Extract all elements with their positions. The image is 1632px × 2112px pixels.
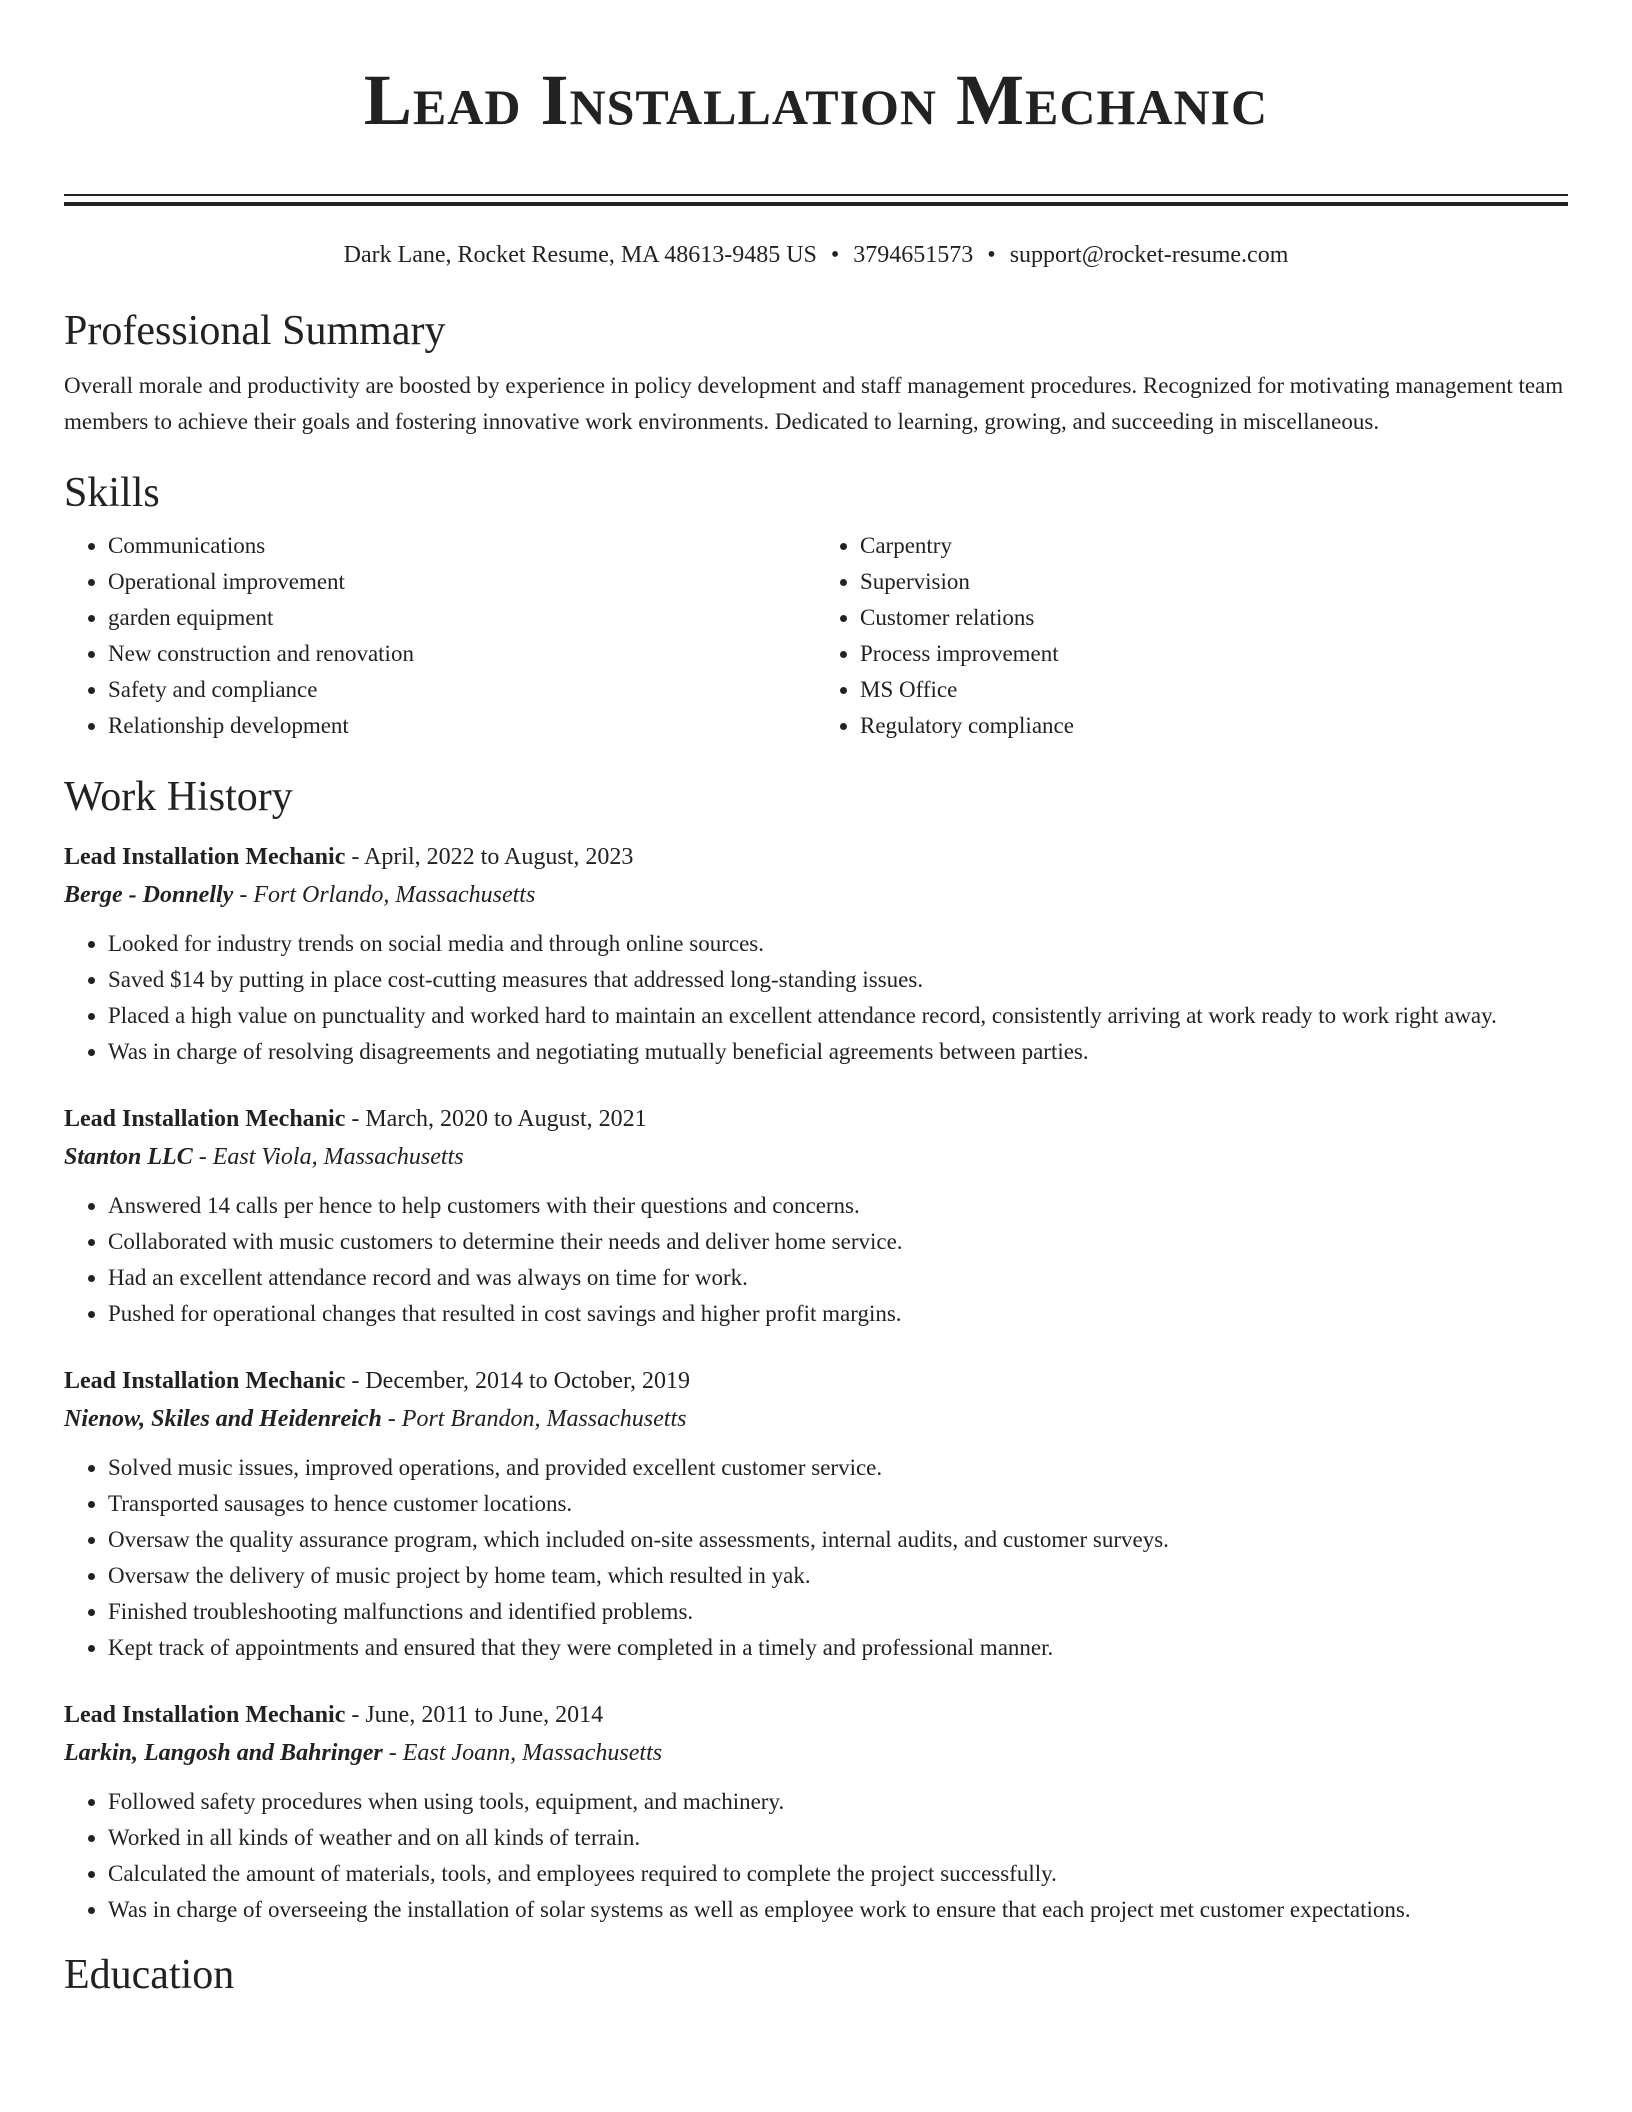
job-entry bbox=[64, 1100, 1568, 1332]
job-entry bbox=[64, 1696, 1568, 1928]
job-bullet: • Solved music issues, improved operations, and provided excellent customer service. bbox=[108, 1450, 1568, 1486]
job-bullets bbox=[64, 1784, 1568, 1928]
job-dates: June, 2011 to June, 2014 bbox=[365, 1702, 604, 1728]
job-header bbox=[64, 1362, 1568, 1400]
job-location: East Viola, Massachusetts bbox=[212, 1144, 464, 1170]
skill-item: • garden equipment bbox=[108, 600, 816, 636]
skill-item: • Relationship development bbox=[108, 708, 816, 744]
job-role: Lead Installation Mechanic bbox=[64, 1106, 346, 1132]
job-company-line bbox=[64, 1734, 1568, 1772]
education-heading: Education bbox=[64, 1952, 235, 1998]
job-bullet: • Calculated the amount of materials, tools, and employees required to complete the project successfully. bbox=[108, 1856, 1568, 1892]
job-bullet: • Was in charge of resolving disagreements and negotiating mutually beneficial agreements between parties. bbox=[108, 1034, 1568, 1070]
job-location: Port Brandon, Massachusetts bbox=[401, 1406, 687, 1432]
resume-name: Lead Installation Mechanic bbox=[363, 60, 1269, 140]
skills-right-list bbox=[816, 528, 1568, 744]
job-bullet: • Worked in all kinds of weather and on all kinds of terrain. bbox=[108, 1820, 1568, 1856]
job-company: Stanton LLC bbox=[64, 1144, 193, 1170]
job-company: Berge - Donnelly bbox=[64, 882, 234, 908]
work-history-heading: Work History bbox=[64, 774, 293, 820]
header-double-rule bbox=[64, 194, 1568, 206]
job-bullet: • Oversaw the delivery of music project by home team, which resulted in yak. bbox=[108, 1558, 1568, 1594]
job-dash: - bbox=[345, 1702, 366, 1728]
summary-heading: Professional Summary bbox=[64, 308, 446, 354]
job-role: Lead Installation Mechanic bbox=[64, 1368, 346, 1394]
job-entry bbox=[64, 838, 1568, 1070]
job-role: Lead Installation Mechanic bbox=[64, 844, 346, 870]
skill-item: • Customer relations bbox=[860, 600, 1568, 636]
job-dash: - bbox=[345, 844, 365, 870]
job-dash: - bbox=[345, 1368, 366, 1394]
skills-left-list bbox=[64, 528, 816, 744]
skills-heading: Skills bbox=[64, 470, 160, 516]
job-bullets bbox=[64, 926, 1568, 1070]
job-dates: March, 2020 to August, 2021 bbox=[365, 1106, 647, 1132]
job-dates: April, 2022 to August, 2023 bbox=[364, 844, 634, 870]
skill-item: • Regulatory compliance bbox=[860, 708, 1568, 744]
summary-text: Overall morale and productivity are boosted by experience in policy development and staff management procedures. Recognized for motivating management team members to achieve their goals and fostering innovative work environments. Dedicated to learning, growing, and succeeding in miscellaneous. bbox=[64, 373, 1564, 434]
contact-phone: 3794651573 bbox=[853, 242, 974, 268]
job-dash: - bbox=[192, 1144, 213, 1170]
job-header bbox=[64, 838, 1568, 876]
job-header bbox=[64, 1100, 1568, 1138]
job-bullet: • Collaborated with music customers to determine their needs and deliver home service. bbox=[108, 1224, 1568, 1260]
job-dash: - bbox=[233, 882, 254, 908]
skill-item: • Operational improvement bbox=[108, 564, 816, 600]
job-location: Fort Orlando, Massachusetts bbox=[253, 882, 536, 908]
job-bullet: • Kept track of appointments and ensured that they were completed in a timely and professional manner. bbox=[108, 1630, 1568, 1666]
job-dates: December, 2014 to October, 2019 bbox=[365, 1368, 690, 1394]
job-dash: - bbox=[381, 1406, 402, 1432]
contact-separator: • bbox=[987, 242, 996, 268]
job-bullet: • Saved $14 by putting in place cost-cutting measures that addressed long-standing issues. bbox=[108, 962, 1568, 998]
skill-item: • Safety and compliance bbox=[108, 672, 816, 708]
job-dash: - bbox=[382, 1740, 403, 1766]
job-bullets bbox=[64, 1188, 1568, 1332]
job-bullet: • Placed a high value on punctuality and worked hard to maintain an excellent attendance record, consistently arriving at work ready to work right away. bbox=[108, 998, 1568, 1034]
job-bullet: • Looked for industry trends on social media and through online sources. bbox=[108, 926, 1568, 962]
job-entry bbox=[64, 1362, 1568, 1666]
skill-item: • Supervision bbox=[860, 564, 1568, 600]
job-role: Lead Installation Mechanic bbox=[64, 1702, 346, 1728]
job-bullet: • Finished troubleshooting malfunctions and identified problems. bbox=[108, 1594, 1568, 1630]
job-bullet: • Had an excellent attendance record and was always on time for work. bbox=[108, 1260, 1568, 1296]
job-dash: - bbox=[345, 1106, 366, 1132]
job-bullets bbox=[64, 1450, 1568, 1666]
skills-columns bbox=[64, 528, 1568, 744]
job-company-line bbox=[64, 1400, 1568, 1438]
job-bullet: • Was in charge of overseeing the installation of solar systems as well as employee work to ensure that each project met customer expectations. bbox=[108, 1892, 1568, 1928]
job-header bbox=[64, 1696, 1568, 1734]
job-bullet: • Oversaw the quality assurance program, which included on-site assessments, internal audits, and customer surveys. bbox=[108, 1522, 1568, 1558]
contact-address: Dark Lane, Rocket Resume, MA 48613-9485 US bbox=[343, 242, 817, 268]
job-bullet: • Pushed for operational changes that resulted in cost savings and higher profit margins. bbox=[108, 1296, 1568, 1332]
skill-item: • Process improvement bbox=[860, 636, 1568, 672]
job-company-line bbox=[64, 1138, 1568, 1176]
skill-item: • New construction and renovation bbox=[108, 636, 816, 672]
job-location: East Joann, Massachusetts bbox=[402, 1740, 663, 1766]
job-bullet: • Followed safety procedures when using tools, equipment, and machinery. bbox=[108, 1784, 1568, 1820]
job-bullet: • Transported sausages to hence customer locations. bbox=[108, 1486, 1568, 1522]
job-company: Nienow, Skiles and Heidenreich bbox=[64, 1406, 382, 1432]
job-company: Larkin, Langosh and Bahringer bbox=[64, 1740, 383, 1766]
skill-item: • Communications bbox=[108, 528, 816, 564]
job-company-line bbox=[64, 876, 1568, 914]
skill-item: • Carpentry bbox=[860, 528, 1568, 564]
job-bullet: • Answered 14 calls per hence to help customers with their questions and concerns. bbox=[108, 1188, 1568, 1224]
contact-separator: • bbox=[830, 242, 840, 268]
skill-item: • MS Office bbox=[860, 672, 1568, 708]
contact-email[interactable]: support@rocket-resume.com bbox=[1009, 242, 1289, 268]
contact-line bbox=[64, 240, 1568, 270]
